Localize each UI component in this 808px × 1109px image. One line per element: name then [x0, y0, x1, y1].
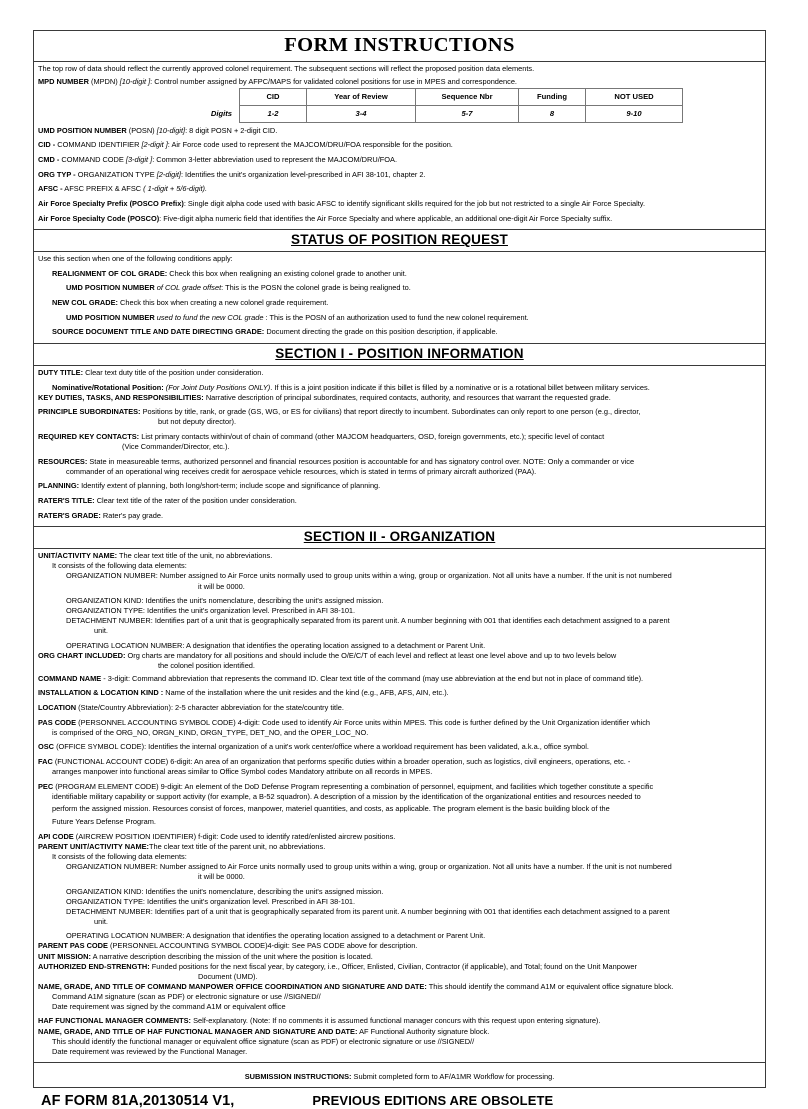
- section-ii-item-unit-activity-name: [38, 551, 761, 560]
- section-ii-item-authorized-end-strength: [38, 962, 761, 971]
- plain: (PERSONNEL ACCOUNTING SYMBOL CODE) 4-digit: [76, 717, 258, 727]
- label: PLANNING:: [38, 481, 80, 491]
- section-ii-item-unit-mission: [38, 952, 761, 961]
- intro-block: [34, 62, 765, 229]
- status-section-block: [34, 252, 765, 343]
- mpd-number-paren: (MPDN): [90, 76, 118, 86]
- section-i-item-nominative-rotational-position: [38, 383, 761, 392]
- command-manpower-sub-2: Date requirement was signed by the command A1M or equivalent office: [52, 1001, 286, 1011]
- section-i-item-duty-title: [38, 368, 761, 377]
- label: Nominative/Rotational Position:: [52, 382, 164, 392]
- label: ORGANIZATION NUMBER:: [66, 861, 158, 871]
- label: ORGANIZATION TYPE:: [66, 896, 145, 906]
- section-ii-item-fac-cont: arranges manpower into functional areas similar to Office Symbol codes Mandatory attribute on all records in MPES.: [52, 767, 433, 777]
- form-title-band: [34, 31, 765, 62]
- section-ii-item-command-name: [38, 674, 761, 683]
- col-header-year-of-review: Year of Review: [307, 89, 416, 106]
- unit-activity-organization-number: [38, 571, 761, 580]
- status-lead: Use this section when one of the following conditions apply:: [38, 254, 233, 264]
- section-ii-item-pec: [38, 782, 761, 791]
- intro-item-cid: [38, 140, 761, 149]
- plain: ORGANIZATION TYPE: [75, 169, 155, 179]
- unit-activity-detachment-number-cont: unit.: [94, 626, 108, 636]
- text: Check this box when creating a new colonel grade requirement.: [117, 298, 329, 308]
- plain: - 3-digit: [101, 673, 128, 683]
- cell-sequence-nbr-digits: 5-7: [416, 105, 519, 122]
- unit-activity-detachment-number: [38, 616, 761, 625]
- text: Clear text duty title of the position under consideration.: [83, 367, 264, 377]
- cell-year-of-review-digits: 3-4: [307, 105, 416, 122]
- section-i-item-resources: [38, 457, 761, 466]
- text: Clear text title of the rater of the position under consideration.: [94, 496, 297, 506]
- text: : Code used to identify rated/enlisted aircrew positions.: [216, 831, 396, 841]
- cell-funding-digits: 8: [519, 105, 586, 122]
- text: The clear text title of the parent unit, no abbreviations.: [149, 841, 326, 851]
- text: Identifies part of a unit that is geographically separated from its parent unit. A number beginning with 001 that identifies each detachment assigned to a parent: [152, 906, 670, 916]
- text: The clear text title of the unit, no abbreviations.: [117, 551, 273, 561]
- text: : Identifies the unit's organization level-prescribed in AFI 38-101, chapter 2.: [180, 169, 426, 179]
- plain: (OFFICE SYMBOL CODE): [54, 742, 145, 752]
- status-item-realignment-of-col-grade: [38, 269, 761, 278]
- section-ii-item-pas-code: [38, 718, 761, 727]
- bracket: [3-digit ]: [125, 154, 153, 164]
- text: A designation that identifies the operating location assigned to a detachment or Parent Unit.: [184, 641, 486, 651]
- text: : Common 3-letter abbreviation used to represent the MAJCOM/DRU/FOA.: [152, 154, 397, 164]
- mpd-table-wrapper: [38, 88, 761, 123]
- section-i-item-principle-subordinates-cont: but not deputy director).: [158, 417, 237, 427]
- text: List primary contacts within/out of chain of command (other MAJCOM headquarters, OSD, foreign governments, etc.); specific level of contact: [139, 432, 605, 442]
- label: FAC: [38, 757, 53, 767]
- section-heading: SECTION I - POSITION INFORMATION: [275, 345, 524, 361]
- italic: (For Joint Duty Positions ONLY): [163, 382, 271, 392]
- label: REQUIRED KEY CONTACTS:: [38, 432, 140, 442]
- text: Narrative description of principal subordinates, required contacts, authority, and resources that warrant the requested grade.: [203, 392, 611, 402]
- text: : See PAS CODE above for description.: [287, 941, 418, 951]
- text: Rater's pay grade.: [100, 510, 164, 520]
- label: RATER'S TITLE:: [38, 496, 95, 506]
- text: Self-explanatory. (Note: If no comments it is assumed functional manager concurs with this request upon entering signature).: [191, 1016, 601, 1026]
- label: COMMAND NAME: [38, 673, 102, 683]
- col-header-sequence-nbr: Sequence Nbr: [416, 89, 519, 106]
- paren: (POSN): [128, 125, 155, 135]
- label: UMD POSITION NUMBER: [66, 283, 155, 293]
- status-item-umd-position-number-offset: [38, 283, 761, 292]
- italic: used to fund the new COL grade: [154, 312, 264, 322]
- text: A narrative description describing the mission of the unit where the position is located.: [90, 951, 373, 961]
- plain: (FUNCTIONAL ACCOUNT CODE) 6-digit: [52, 757, 191, 767]
- section-ii-item-command-manpower-signature: [38, 982, 761, 991]
- section-ii-item-pas-code-cont: is comprised of the ORG_NO, ORGN_KIND, ORGN_TYPE, DET_NO, and the OPER_LOC_NO.: [52, 727, 369, 737]
- form-outer-border: [33, 30, 766, 1088]
- text: Check this box when realigning an existing colonel grade to another unit.: [167, 268, 407, 278]
- section-ii-item-org-chart-included: [38, 651, 761, 660]
- label: SOURCE DOCUMENT TITLE AND DATE DIRECTING GRADE:: [52, 327, 265, 337]
- section-ii-block: [34, 549, 765, 1062]
- section-ii-item-location: [38, 703, 761, 712]
- plain: AFSC PREFIX & AFSC: [62, 184, 142, 194]
- section-i-item-raters-grade: [38, 511, 761, 520]
- label: ORGANIZATION KIND:: [66, 886, 144, 896]
- text: : 2-5 character abbreviation for the state/country title.: [170, 703, 344, 713]
- table-row-header: [156, 89, 683, 106]
- text: : 8 digit POSN + 2-digit CID.: [185, 125, 278, 135]
- unit-activity-operating-location-number: [38, 641, 761, 650]
- intro-item-afsc: [38, 184, 761, 193]
- status-item-umd-position-number-fund: [38, 313, 761, 322]
- label: UMD POSITION NUMBER: [66, 312, 155, 322]
- text: Identifies part of a unit that is geographically separated from its parent unit. A number beginning with 001 that identifies each detachment assigned to a parent: [152, 616, 670, 626]
- text: : Air Force code used to represent the MAJCOM/DRU/FOA responsible for the position.: [167, 140, 453, 150]
- label: NAME, GRADE, AND TITLE OF HAF FUNCTIONAL MANAGER AND SIGNATURE AND DATE:: [38, 1026, 358, 1036]
- unit-activity-consists: It consists of the following data elements:: [52, 561, 187, 571]
- label: ORGANIZATION NUMBER:: [66, 571, 158, 581]
- section-heading: SECTION II - ORGANIZATION: [303, 529, 496, 545]
- text: : An area of an organization that performs specific duties within a broader operation, such as logistics, civil engineers, operations, etc. -: [190, 757, 631, 767]
- intro-item-org-typ: [38, 170, 761, 179]
- text: Funded positions for the next fiscal year, by category, i.e., Officer, Enlisted, Civilian, Contractor (if applicable), and Total; found on the Unit Manpower: [149, 961, 637, 971]
- section-band-status-of-position-request: [34, 229, 765, 252]
- label: PAS CODE: [38, 717, 77, 727]
- col-header-not-used: NOT USED: [586, 89, 683, 106]
- section-ii-item-parent-unit-activity-name: [38, 842, 761, 851]
- parent-unit-consists: It consists of the following data elements:: [52, 851, 187, 861]
- text: : This is the POSN the colonel grade is being realigned to.: [221, 283, 411, 293]
- command-manpower-sub-1: Command A1M signature (scan as PDF) or electronic signature or use //SIGNED//: [52, 991, 321, 1001]
- unit-activity-organization-number-cont: it will be 0000.: [198, 581, 245, 591]
- label: DETACHMENT NUMBER:: [66, 906, 153, 916]
- label: DUTY TITLE:: [38, 367, 84, 377]
- label: OSC: [38, 742, 55, 752]
- section-i-item-principle-subordinates: [38, 407, 761, 416]
- col-header-funding: Funding: [519, 89, 586, 106]
- text: . If this is a joint position indicate if this billet is filled by a nominative or is a rotational billet between military services.: [270, 382, 650, 392]
- label: UNIT MISSION:: [38, 951, 91, 961]
- status-item-source-document: [38, 327, 761, 336]
- submission-instructions-band: [34, 1062, 765, 1087]
- label: API CODE: [38, 831, 74, 841]
- label: ORGANIZATION TYPE:: [66, 606, 145, 616]
- parent-unit-operating-location-number: [38, 931, 761, 940]
- section-i-item-required-key-contacts: [38, 432, 761, 441]
- label: PARENT PAS CODE: [38, 941, 108, 951]
- section-band-section-i: [34, 343, 765, 366]
- label: OPERATING LOCATION NUMBER:: [66, 641, 185, 651]
- parent-unit-detachment-number-cont: unit.: [94, 916, 108, 926]
- mpd-number-bracket: [10-digit ]: [119, 76, 151, 86]
- section-ii-item-pec-cont-3: Future Years Defense Program.: [52, 816, 156, 826]
- cell-cid-digits: 1-2: [240, 105, 307, 122]
- label: PEC: [38, 781, 54, 791]
- text: : Command abbreviation that represents the command ID. Clear text title of the command (may use abbreviation at the end but not in place of command title).: [127, 673, 644, 683]
- col-header-cid: CID: [240, 89, 307, 106]
- text: : Single digit alpha code used with basic AFSC to identify significant skills required for the job but not restricted to a single Air Force Specialty.: [183, 198, 646, 208]
- intro-lead: The top row of data should reflect the currently approved colonel requirement. The subsequent sections will reflect the proposed position data elements.: [38, 64, 535, 73]
- section-i-item-key-duties: [38, 393, 761, 402]
- intro-item-posco: [38, 214, 761, 223]
- label: UNIT/ACTIVITY NAME:: [38, 551, 118, 561]
- label: ORG CHART INCLUDED:: [38, 651, 126, 661]
- parent-unit-organization-number-cont: it will be 0000.: [198, 871, 245, 881]
- table-row: [156, 105, 683, 122]
- parent-unit-organization-number: [38, 862, 761, 871]
- section-ii-item-haf-functional-manager-signature: [38, 1027, 761, 1036]
- section-ii-item-installation-location-kind: [38, 688, 761, 697]
- label: HAF FUNCTIONAL MANAGER COMMENTS:: [38, 1016, 192, 1026]
- section-band-section-ii: [34, 526, 765, 549]
- section-i-item-resources-cont: commander of an operational wing receives credit for aerospace vehicle resources, which is stated in terms of primary aircraft authorized (PAA).: [66, 466, 537, 476]
- plain: (PERSONNEL ACCOUNTING SYMBOL CODE)4-digit: [107, 941, 288, 951]
- mpd-number-label: MPD NUMBER: [38, 76, 89, 86]
- form-number: AF FORM 81A,20130514 V1,: [41, 1092, 235, 1109]
- intro-item-umd-position-number: [38, 126, 761, 135]
- text: Identifies the unit's nomenclature, describing the unit's assigned mission.: [143, 886, 384, 896]
- text: : This is the POSN of an authorization used to fund the new colonel requirement.: [263, 312, 529, 322]
- plain: COMMAND CODE: [59, 154, 124, 164]
- haf-functional-manager-sub-1: This should identify the functional manager or equivalent office signature (scan as PDF) or electronic signature or use //SIGNED//: [52, 1036, 475, 1046]
- label: OPERATING LOCATION NUMBER:: [66, 931, 185, 941]
- label: RATER'S GRADE:: [38, 510, 101, 520]
- plain: COMMAND IDENTIFIER: [55, 140, 140, 150]
- section-ii-item-api-code: [38, 832, 761, 841]
- bracket: ( 1-digit + 5/6-digit).: [143, 184, 208, 194]
- label: AUTHORIZED END-STRENGTH:: [38, 961, 150, 971]
- bracket: [2-digit ]: [141, 140, 168, 150]
- label: Air Force Specialty Code (POSCO): [38, 213, 160, 223]
- plain: (State/Country Abbreviation): [76, 703, 171, 713]
- unit-activity-organization-kind: [38, 596, 761, 605]
- section-i-block: [34, 366, 765, 526]
- section-heading: STATUS OF POSITION REQUEST: [291, 232, 508, 248]
- label: LOCATION: [38, 703, 77, 713]
- text: Name of the installation where the unit resides and the kind (e.g., AFB, AFS, AIN, etc.).: [163, 688, 449, 698]
- text: : Five-digit alpha numeric field that identifies the Air Force Specialty and where applicable, an additional one-digit Air Force Specialty suffix.: [159, 213, 613, 223]
- mpd-digits-table: [156, 88, 683, 123]
- label: ORGANIZATION KIND:: [66, 596, 144, 606]
- section-ii-item-authorized-end-strength-cont: Document (UMD).: [198, 971, 258, 981]
- label: ORG TYP -: [38, 169, 76, 179]
- label: NEW COL GRADE:: [52, 298, 118, 308]
- parent-unit-organization-type: [38, 897, 761, 906]
- label: INSTALLATION & LOCATION KIND :: [38, 688, 164, 698]
- label: RESOURCES:: [38, 456, 88, 466]
- text: Identifies the unit's nomenclature, describing the unit's assigned mission.: [143, 596, 384, 606]
- label: KEY DUTIES, TASKS, AND RESPONSIBILITIES:: [38, 392, 204, 402]
- text: : Identifies the internal organization of a unit's work center/office where a workload requirement has been validated, a.k.a., office symbol.: [144, 742, 589, 752]
- label: UMD POSITION NUMBER: [38, 125, 127, 135]
- label: Air Force Specialty Prefix (POSCO Prefix): [38, 198, 184, 208]
- intro-item-cmd: [38, 155, 761, 164]
- italic: of COL grade offset: [154, 283, 222, 293]
- text: This should identify the command A1M or equivalent office signature block.: [426, 981, 674, 991]
- section-ii-item-org-chart-included-cont: the colonel position identified.: [158, 661, 255, 671]
- unit-activity-organization-type: [38, 606, 761, 615]
- label: PARENT UNIT/ACTIVITY NAME:: [38, 841, 149, 851]
- text: Org charts are mandatory for all positions and should include the O/E/C/T of each level and reflect at least one level above and up to two levels below: [125, 651, 617, 661]
- mpd-number-text: : Control number assigned by AFPC/MAPS for validated colonel positions for use in MPES and correspondence.: [150, 76, 517, 86]
- plain: (AIRCREW POSITION IDENTIFIER) f-digit: [73, 831, 217, 841]
- text: Identifies the unit's organization level. Prescribed in AFI 38-101.: [144, 896, 356, 906]
- label: CMD -: [38, 154, 60, 164]
- label: CID -: [38, 140, 56, 150]
- status-item-new-col-grade: [38, 298, 761, 307]
- parent-unit-organization-kind: [38, 887, 761, 896]
- section-i-item-required-key-contacts-cont: (Vice Commander/Director, etc.).: [122, 442, 230, 452]
- text: Number assigned to Air Force units normally used to group units within a wing, group or organization. Not all units have a number. If the unit is not numbered: [157, 571, 672, 581]
- form-footer: [33, 1093, 766, 1109]
- text: Positions by title, rank, or grade (GS, WG, or ES for civilians) that report directly to incumbent. Subordinates can only report to one person (e.g., director,: [140, 407, 641, 417]
- text: : An element of the DoD Defense Program representing a combination of personnel, equipment, and facilities which together constitute a specific: [180, 781, 654, 791]
- section-ii-item-fac: [38, 757, 761, 766]
- section-ii-item-parent-pas-code: [38, 941, 761, 950]
- section-ii-item-osc: [38, 742, 761, 751]
- text: A designation that identifies the operating location assigned to a detachment or Parent Unit.: [184, 931, 486, 941]
- header-row-spacer: [156, 89, 240, 106]
- section-ii-item-haf-functional-manager-comments: [38, 1016, 761, 1025]
- bracket: [10-digit]: [156, 125, 186, 135]
- section-i-item-raters-title: [38, 496, 761, 505]
- text: : Code used to identify Air Force units within MPES. This code is further defined by the Unit Organization identifier which: [257, 717, 651, 727]
- parent-unit-detachment-number: [38, 907, 761, 916]
- text: Document directing the grade on this position description, if applicable.: [264, 327, 498, 337]
- plain: (PROGRAM ELEMENT CODE) 9-digit: [53, 781, 181, 791]
- submission-text: Submit completed form to AF/A1MR Workflow for processing.: [351, 1071, 555, 1081]
- haf-functional-manager-sub-2: Date requirement was reviewed by the Functional Manager.: [52, 1046, 248, 1056]
- intro-item-posco-prefix: [38, 199, 761, 208]
- label: NAME, GRADE, AND TITLE OF COMMAND MANPOWER OFFICE COORDINATION AND SIGNATURE AND DATE:: [38, 981, 427, 991]
- cell-not-used-digits: 9-10: [586, 105, 683, 122]
- submission-label: SUBMISSION INSTRUCTIONS:: [244, 1071, 352, 1081]
- page-title: FORM INSTRUCTIONS: [284, 34, 515, 56]
- previous-editions-obsolete-notice: PREVIOUS EDITIONS ARE OBSOLETE: [312, 1092, 554, 1108]
- label: REALIGNMENT OF COL GRADE:: [52, 268, 168, 278]
- section-ii-item-pec-cont-2: perform the assigned mission. Resources consist of forces, manpower, materiel quantities, and costs, as applicable. The program element is the basic building block of the: [52, 804, 610, 814]
- row-label-digits: Digits: [210, 109, 232, 119]
- label: PRINCIPLE SUBORDINATES:: [38, 407, 141, 417]
- label: DETACHMENT NUMBER:: [66, 616, 153, 626]
- text: Number assigned to Air Force units normally used to group units within a wing, group or organization. Not all units have a number. If the unit is not numbered: [157, 861, 672, 871]
- bracket: [2-digit]: [156, 169, 181, 179]
- label: AFSC -: [38, 184, 63, 194]
- text: Identify extent of planning, both long/short-term; include scope and significance of planning.: [79, 481, 381, 491]
- text: State in measureable terms, authorized personnel and financial resources position is accountable for and has signatory control over. NOTE: Only a commander or vice: [87, 456, 635, 466]
- section-i-item-planning: [38, 481, 761, 490]
- submission-instructions-line: [245, 1072, 555, 1081]
- text: AF Functional Authority signature block.: [357, 1026, 490, 1036]
- section-ii-item-pec-cont-1: identifiable military capability or support activity (for example, a B-52 squadron). A description of a mission by the identification of the organizational entities and resources needed to: [52, 791, 641, 801]
- text: Identifies the unit's organization level. Prescribed in AFI 38-101.: [144, 606, 356, 616]
- mpd-number-line: [38, 77, 761, 86]
